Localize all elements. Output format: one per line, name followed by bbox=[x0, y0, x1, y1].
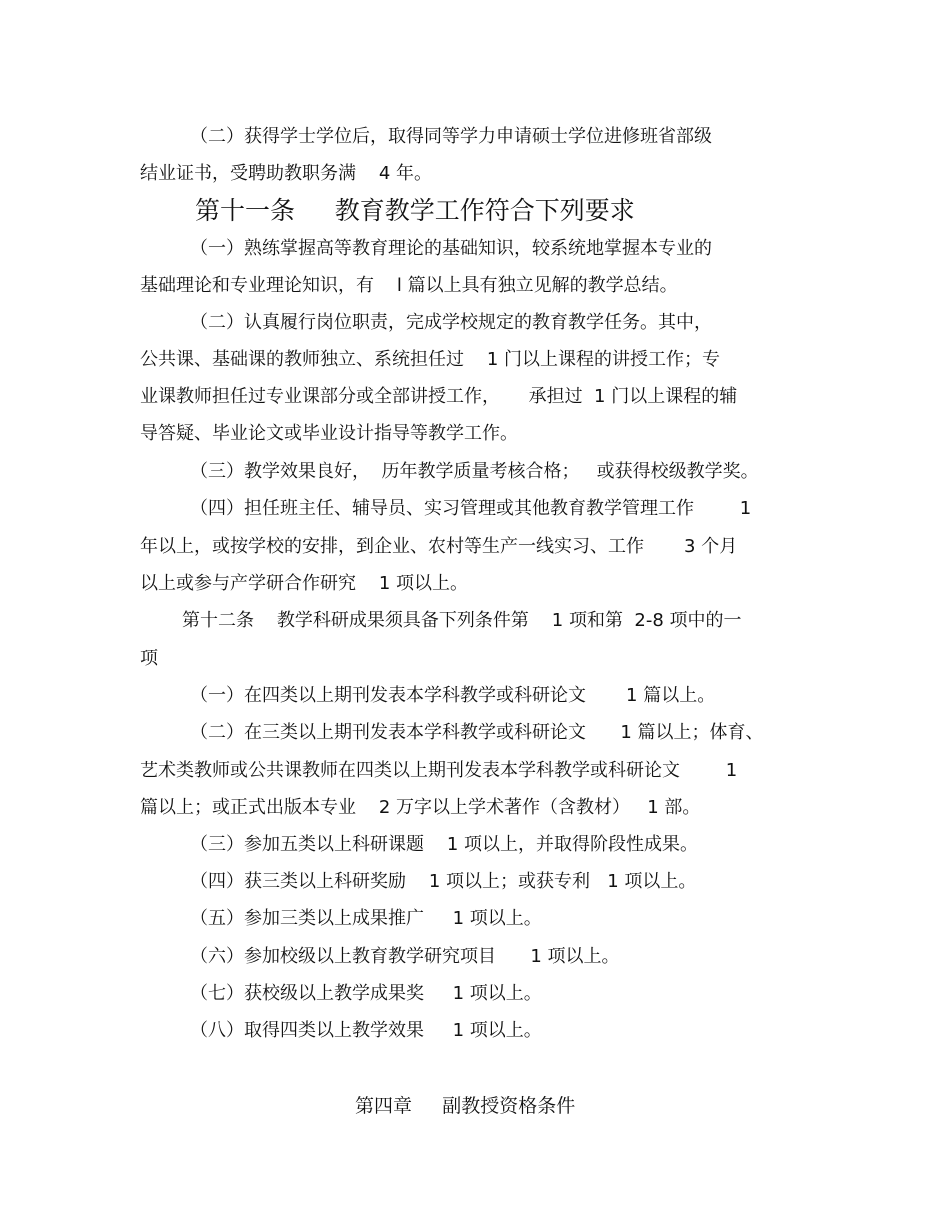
paragraph-line: 公共课、基础课的教师独立、系统担任过 1 门以上课程的讲授工作；专 bbox=[140, 349, 721, 370]
paragraph-line: （七）获校级以上教学成果奖 1 项以上。 bbox=[190, 983, 542, 1004]
paragraph-line: （二）在三类以上期刊发表本学科教学或科研论文 1 篇以上；体育、 bbox=[190, 722, 764, 743]
paragraph-line: 基础理论和专业理论知识，有 l 篇以上具有独立见解的教学总结。 bbox=[140, 275, 678, 296]
paragraph-line: （二）获得学士学位后，取得同等学力申请硕士学位进修班省部级 bbox=[190, 126, 712, 147]
chapter-title: 第四章 副教授资格条件 bbox=[355, 1095, 576, 1117]
paragraph-line: （四）担任班主任、辅导员、实习管理或其他教育教学管理工作 1 bbox=[190, 498, 752, 519]
paragraph-line: 结业证书，受聘助教职务满 4 年。 bbox=[140, 163, 433, 184]
article-heading-12: 第十二条 教学科研成果须具备下列条件第 1 项和第 2-8 项中的一 bbox=[182, 610, 742, 631]
paragraph-line: 业课教师担任过专业课部分或全部讲授工作， 承担过 1 门以上课程的辅 bbox=[140, 386, 738, 407]
paragraph-line: 年以上，或按学校的安排，到企业、农村等生产一线实习、工作 3 个月 bbox=[140, 536, 738, 557]
paragraph-line: （一）在四类以上期刊发表本学科教学或科研论文 1 篇以上。 bbox=[190, 685, 716, 706]
paragraph-line: （六）参加校级以上教育教学研究项目 1 项以上。 bbox=[190, 946, 620, 967]
paragraph-line: （三）教学效果良好， 历年教学质量考核合格； 或获得校级教学奖。 bbox=[190, 461, 759, 482]
paragraph-line: 艺术类教师或公共课教师在四类以上期刊发表本学科教学或科研论文 1 bbox=[140, 760, 738, 781]
paragraph-line: （一）熟练掌握高等教育理论的基础知识，较系统地掌握本专业的 bbox=[190, 238, 712, 259]
paragraph-line: 项 bbox=[140, 648, 158, 669]
paragraph-line: （二）认真履行岗位职责，完成学校规定的教育教学任务。其中， bbox=[190, 312, 712, 333]
paragraph-line: （五）参加三类以上成果推广 1 项以上。 bbox=[190, 908, 542, 929]
paragraph-line: 以上或参与产学研合作研究 1 项以上。 bbox=[140, 573, 469, 594]
paragraph-line: （八）取得四类以上教学效果 1 项以上。 bbox=[190, 1020, 542, 1041]
paragraph-line: （四）获三类以上科研奖励 1 项以上；或获专利 1 项以上。 bbox=[190, 871, 697, 892]
paragraph-line: 导答疑、毕业论文或毕业设计指导等教学工作。 bbox=[140, 423, 518, 444]
paragraph-line: 篇以上；或正式出版本专业 2 万字以上学术著作（含教材） 1 部。 bbox=[140, 797, 701, 818]
article-heading: 第十一条 教育教学工作符合下列要求 bbox=[195, 196, 635, 225]
paragraph-line: （三）参加五类以上科研课题 1 项以上，并取得阶段性成果。 bbox=[190, 834, 699, 855]
